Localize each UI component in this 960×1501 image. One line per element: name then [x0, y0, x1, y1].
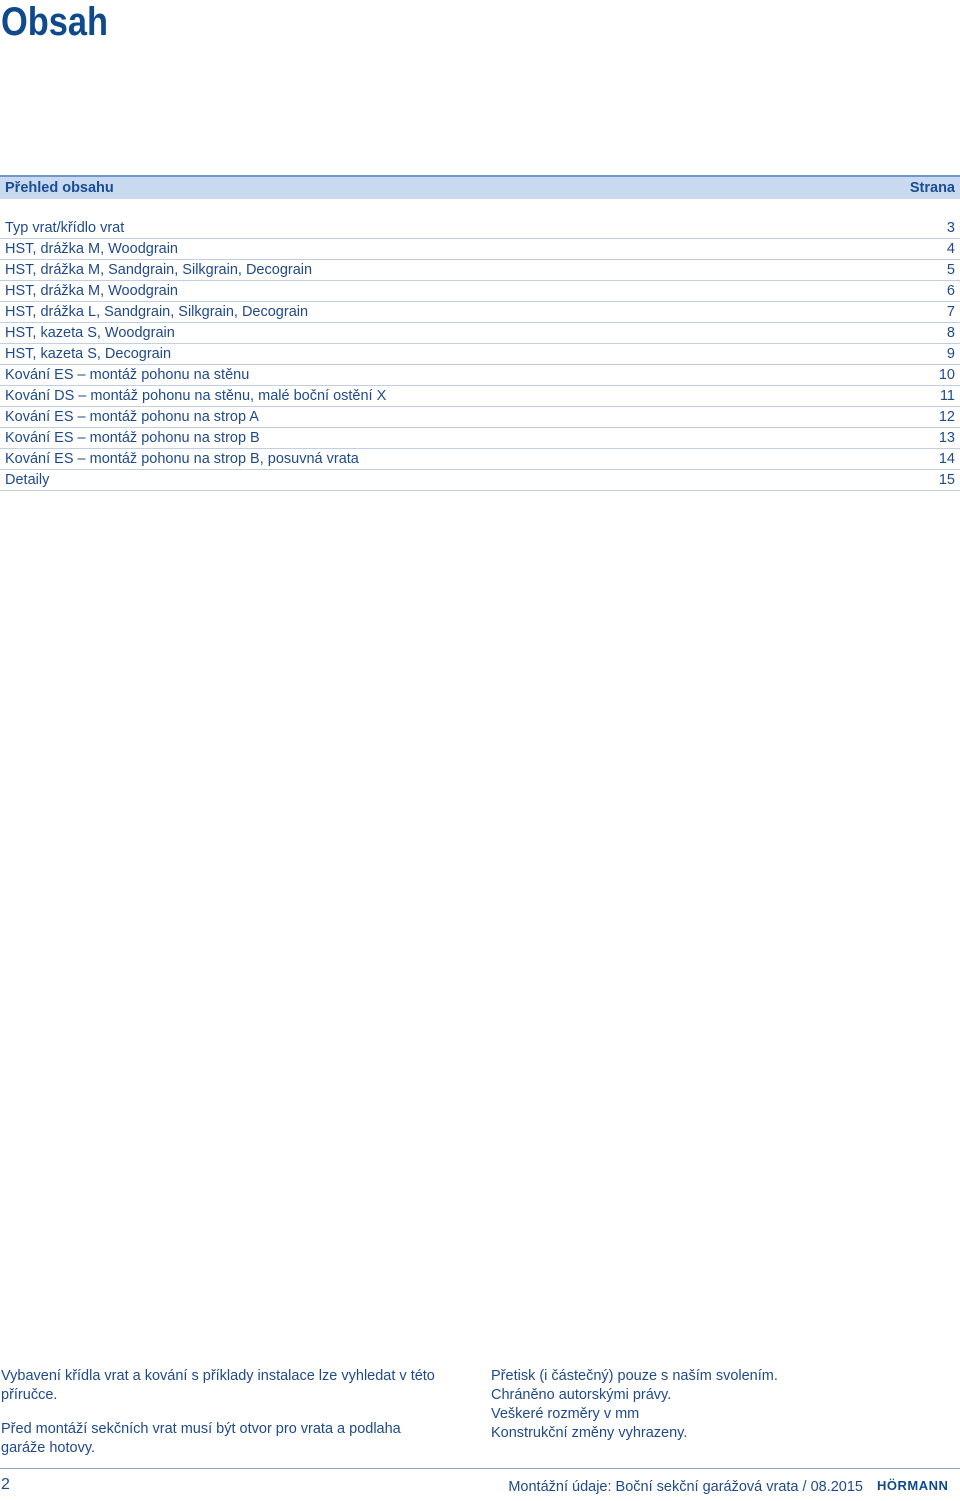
toc-row-label: Kování ES – montáž pohonu na strop B, posuvná vrata [5, 451, 359, 467]
copyright-line: Konstrukční změny vyhrazeny. [491, 1425, 688, 1441]
notes-right [491, 1367, 951, 1443]
toc-header-page-label: Strana [909, 180, 955, 196]
toc-row[interactable] [0, 323, 960, 344]
toc-row-page: 5 [946, 262, 955, 278]
toc-row-label: Kování ES – montáž pohonu na strop B [5, 430, 260, 446]
brand-logo: HÖRMANN [877, 1478, 949, 1493]
toc-row-page: 11 [939, 388, 955, 404]
toc-row[interactable] [0, 407, 960, 428]
footer-document-title: Montážní údaje: Boční sekční garážová vrata / 08.2015 [508, 1479, 863, 1495]
toc-row-label: HST, drážka M, Sandgrain, Silkgrain, Decograin [5, 262, 313, 278]
toc-row-label: HST, drážka L, Sandgrain, Silkgrain, Decograin [5, 304, 309, 320]
toc-row[interactable] [0, 218, 960, 239]
toc-row-label: Kování DS – montáž pohonu na stěnu, malé boční ostění X [5, 388, 387, 404]
toc-row-label: Kování ES – montáž pohonu na strop A [5, 409, 259, 425]
toc-row-label: HST, drážka M, Woodgrain [5, 283, 178, 299]
toc-row[interactable] [0, 281, 960, 302]
toc-row-label: HST, drážka M, Woodgrain [5, 241, 178, 257]
toc-row[interactable] [0, 365, 960, 386]
page-title: Obsah [1, 0, 109, 44]
toc-row-label: Detaily [5, 472, 50, 488]
toc-row[interactable] [0, 428, 960, 449]
toc-row[interactable] [0, 344, 960, 365]
copyright-line: Přetisk (i částečný) pouze s naším svolením. [491, 1368, 778, 1384]
toc-row[interactable] [0, 470, 960, 491]
toc-row-page: 10 [938, 367, 955, 383]
toc-row[interactable] [0, 386, 960, 407]
footer-divider [0, 1468, 960, 1469]
note-paragraph: Před montáží sekčních vrat musí být otvor pro vrata a podlaha garáže hotovy. [1, 1421, 401, 1456]
toc-row-page: 12 [938, 409, 955, 425]
toc-row[interactable] [0, 302, 960, 323]
toc-row-page: 8 [946, 325, 955, 341]
toc-row[interactable] [0, 239, 960, 260]
toc-list [0, 218, 960, 491]
notes-left [1, 1367, 441, 1458]
copyright-line: Veškeré rozměry v mm [491, 1406, 640, 1422]
toc-row-label: Typ vrat/křídlo vrat [5, 220, 125, 236]
toc-row[interactable] [0, 449, 960, 470]
toc-row-label: Kování ES – montáž pohonu na stěnu [5, 367, 250, 383]
toc-row-label: HST, kazeta S, Decograin [5, 346, 172, 362]
note-paragraph: Vybavení křídla vrat a kování s příklady instalace lze vyhledat v této příručce. [1, 1368, 435, 1403]
toc-header [0, 175, 960, 199]
page-number: 2 [1, 1476, 10, 1493]
toc-row-page: 9 [946, 346, 955, 362]
toc-row-page: 6 [946, 283, 955, 299]
toc-row-page: 13 [938, 430, 955, 446]
toc-row-page: 15 [938, 472, 955, 488]
toc-row-label: HST, kazeta S, Woodgrain [5, 325, 175, 341]
toc-row-page: 14 [938, 451, 955, 467]
toc-row[interactable] [0, 260, 960, 281]
toc-row-page: 7 [946, 304, 955, 320]
toc-row-page: 4 [946, 241, 955, 257]
toc-header-label: Přehled obsahu [5, 180, 114, 196]
toc-row-page: 3 [946, 220, 955, 236]
copyright-line: Chráněno autorskými právy. [491, 1387, 672, 1403]
